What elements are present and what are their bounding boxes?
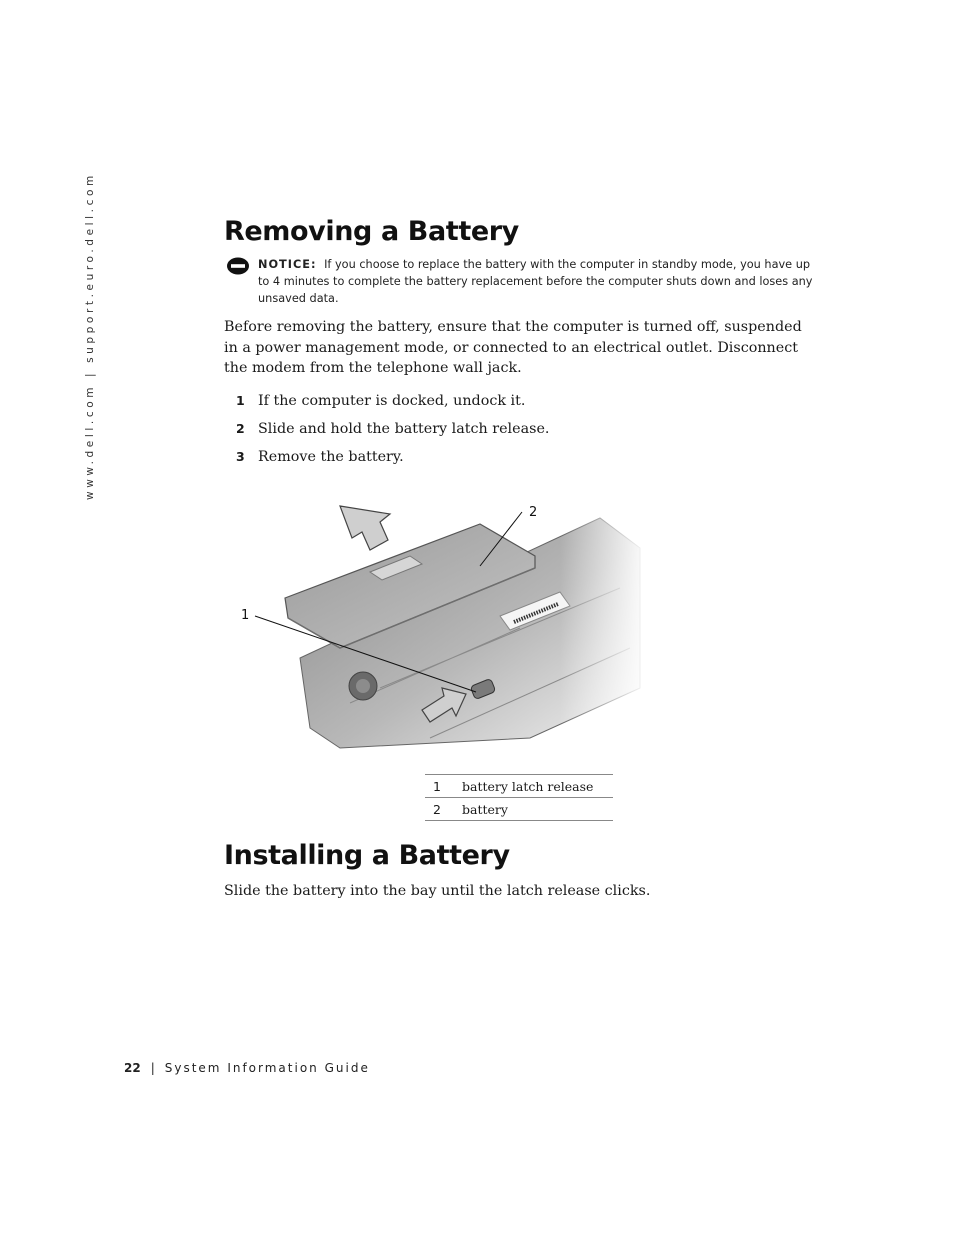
- sidebar-url: www.dell.com | support.euro.dell.com: [84, 172, 96, 500]
- section-title-removing: Removing a Battery: [224, 216, 519, 247]
- notice-text-block: [258, 256, 816, 307]
- callout-2: 2: [529, 505, 538, 520]
- step-text: If the computer is docked, undock it.: [258, 393, 526, 409]
- notice-label: NOTICE:: [258, 258, 317, 271]
- section-title-installing: Installing a Battery: [224, 840, 510, 871]
- step-number: 2: [236, 421, 245, 436]
- steps-list: [236, 391, 549, 475]
- step-item: [236, 391, 549, 419]
- legend-label: battery: [462, 798, 613, 821]
- legend-label: battery latch release: [462, 775, 613, 798]
- battery-removal-illustration: [230, 488, 650, 758]
- step-item: [236, 419, 549, 447]
- step-item: [236, 447, 549, 475]
- legend-number: 2: [425, 798, 462, 821]
- intro-paragraph: Before removing the battery, ensure that the computer is turned off, suspended in a power management mode, or connected to an electrical outlet. Disconnect the modem from the telephone wall jack.: [224, 319, 802, 376]
- footer-separator: |: [150, 1061, 155, 1075]
- notice-block: [226, 256, 816, 307]
- table-row: [425, 775, 613, 798]
- notice-text: If you choose to replace the battery with the computer in standby mode, you have up to 4 minutes to complete the battery replacement before the computer shuts down and loses any unsaved data.: [258, 258, 813, 305]
- step-text: Remove the battery.: [258, 449, 404, 465]
- step-number: 1: [236, 393, 245, 408]
- callout-1: 1: [241, 608, 250, 623]
- notice-icon: [226, 256, 250, 276]
- install-paragraph: Slide the battery into the bay until the latch release clicks.: [224, 883, 651, 899]
- page-number: 22: [124, 1061, 141, 1075]
- step-text: Slide and hold the battery latch release.: [258, 421, 550, 437]
- lift-arrow-icon: [340, 506, 390, 550]
- step-number: 3: [236, 449, 245, 464]
- table-row: [425, 798, 613, 821]
- page-footer: [124, 1061, 370, 1075]
- guide-title: System Information Guide: [164, 1061, 370, 1075]
- legend-number: 1: [425, 775, 462, 798]
- callout-legend-table: [425, 774, 613, 821]
